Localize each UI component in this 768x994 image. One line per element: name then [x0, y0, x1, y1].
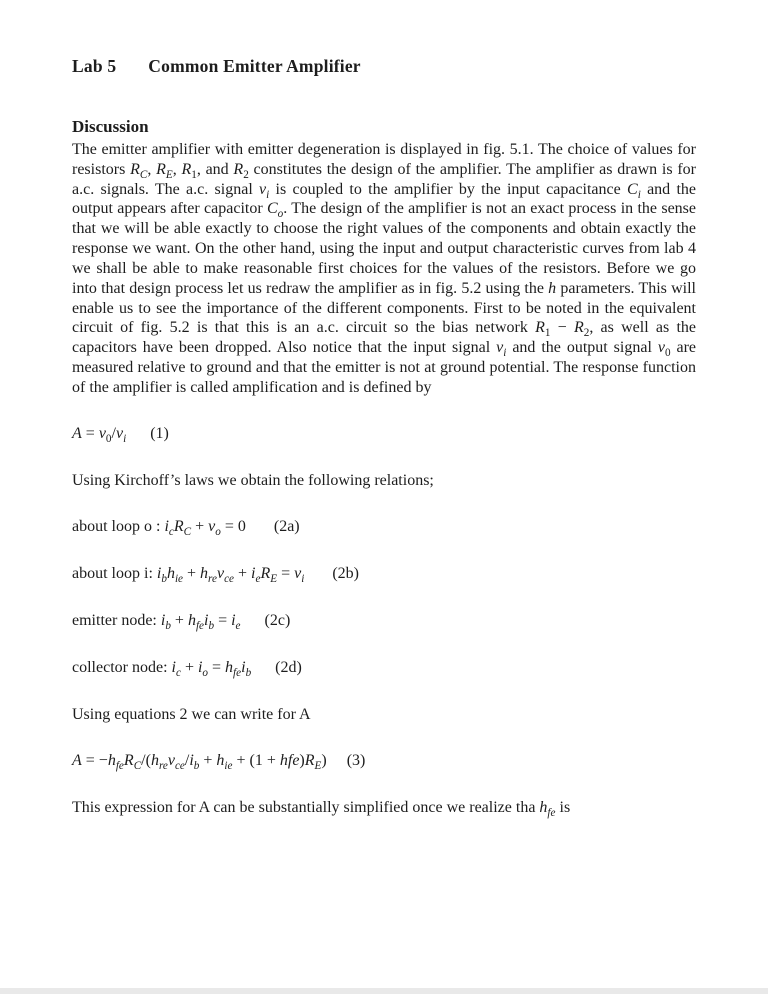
- section-heading: Discussion: [72, 117, 149, 136]
- discussion-paragraph: The emitter amplifier with emitter degeneration is displayed in fig. 5.1. The choice of values for resistors $R_C$, $R_E$, $R_1$, and $R_2$ constitutes the design of the amplifier. The amplifier as drawn is for a.c. signals. The a.c. signal $v_i$ is coupled to the amplifier by the input capacitance $C_i$ and the output appears after capacitor $C_o$. The design of the amplifier is not an exact process in the sense that we will be able exactly to choose the right values of the components and obtain exactly the response we want. On the other hand, using the input and output characteristic curves from lab 4 we shall be able to make reasonable first choices for the values of the resistors. Before we go into that design process let us redraw the amplifier as in fig. 5.2 using the h parameters. This will enable us to see the importance of the different components. First to be noted in the equivalent circuit of fig. 5.2 is that this is an a.c. circuit so the bias network $R_1 - R_2$, as well as the capacitors have been dropped. Also notice that the input signal $v_i$ and the output signal $v_0$ are measured relative to ground and that the emitter is not at ground potential. The response function of the amplifier is called amplification and is defined by: [72, 141, 697, 396]
- kirchoff-intro: Using Kirchoff’s laws we obtain the following relations;: [72, 471, 434, 489]
- lab-number: Lab 5: [72, 56, 117, 76]
- equation-2d: collector node: $i_c + i_o = h_{fe}i_b$ (2d): [72, 658, 302, 679]
- closing-line: This expression for A can be substantially simplified once we realize tha $h_{fe}$ is: [72, 799, 571, 820]
- lab-title: Common Emitter Amplifier: [148, 56, 361, 76]
- equations-intro: Using equations 2 we can write for A: [72, 705, 311, 723]
- equation-2c: emitter node: $i_b + h_{fe}i_b = i_e$ (2c): [72, 611, 291, 633]
- equation-1: $A = v_0/v_i$ (1): [72, 424, 169, 445]
- page-bottom-edge: [0, 988, 768, 994]
- equation-2a: about loop o : $i_cR_C + v_o = 0$ (2a): [72, 518, 300, 539]
- equation-3: $A = -h_{fe}R_C/(h_{re}v_{ce}/i_b + h_{ie} + (1 + hfe)R_E)$ (3): [72, 752, 366, 773]
- page-title: [72, 56, 696, 77]
- equation-2b: about loop i: $i_bh_{ie} + h_{re}v_{ce} + i_eR_E = v_i$ (2b): [72, 565, 359, 586]
